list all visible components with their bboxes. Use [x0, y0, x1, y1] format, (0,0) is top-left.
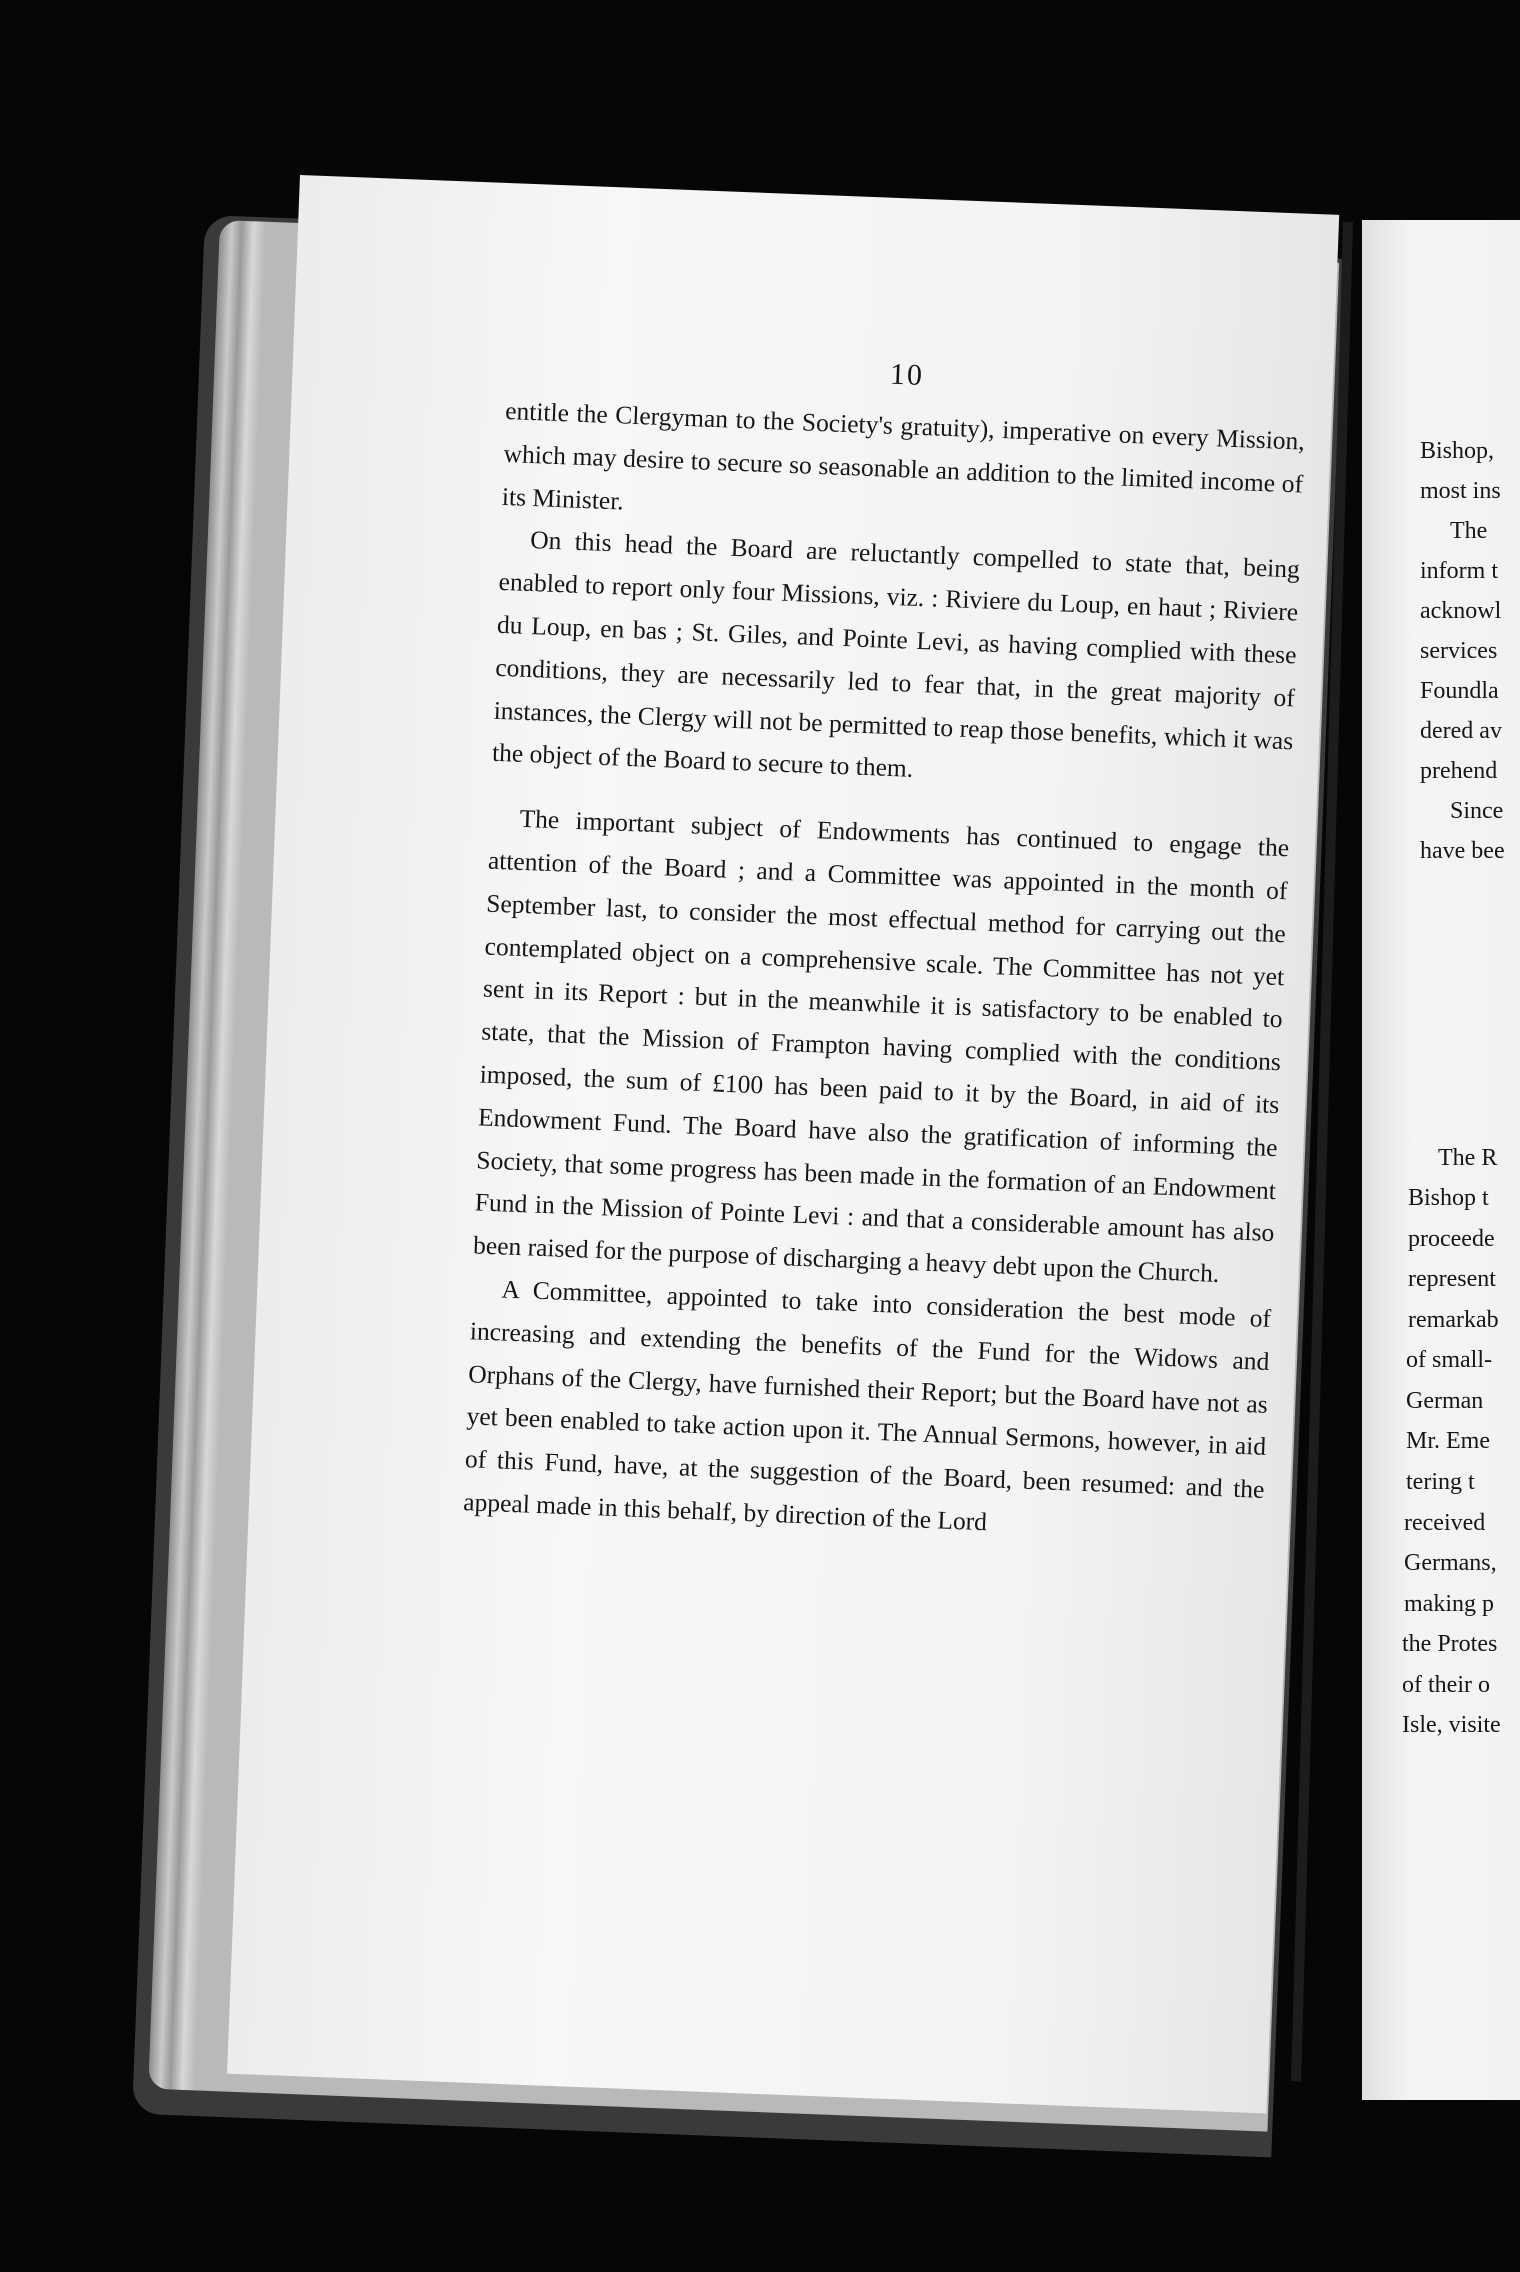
paragraph-3: The important subject of Endowments has continued to engage the attention of the Board ; and a Committee was appointed in the month of September last, to consider the most effectual method for carrying out the contemplated object on a comprehensive scale. The Committee has not yet sent in its Report : but in the meanwhile it is satisfactory to be enabled to state, that the Mission of Frampton having complied with the conditions imposed, the sum of £100 has been paid to it by the Board, in aid of its Endowment Fund. The Board have also the gratification of informing the Society, that some progress has been made in the formation of an Endowment Fund in the Mission of Pointe Levi : and that a considerable amount has also been raised for the purpose of discharging a heavy debt upon the Church.	[472, 803, 1290, 1289]
facing-line: Mr. Eme	[1406, 1428, 1490, 1454]
facing-line: Foundla	[1420, 678, 1499, 704]
page-number: 10	[889, 357, 925, 392]
facing-line: remarkab	[1408, 1307, 1499, 1333]
paragraph-2: On this head the Board are reluctantly compelled to state that, being enabled to report only four Missions, viz. : Riviere du Loup, en haut ; Riviere du Loup, en bas ; St. Giles, and Pointe Levi, as having complied with these conditions, they are necessarily led to fear that, in the great majority of instances, the Clergy will not be permitted to reap those benefits, which it was the object of the Board to secure to them.	[491, 525, 1301, 784]
facing-line: inform t	[1420, 558, 1498, 584]
facing-line: most ins	[1420, 478, 1501, 504]
facing-line: tering t	[1406, 1469, 1475, 1495]
facing-line: making p	[1404, 1591, 1494, 1617]
left-page-text	[463, 340, 1308, 1555]
facing-line: Bishop t	[1408, 1185, 1489, 1211]
facing-line: of their o	[1402, 1672, 1490, 1698]
facing-line: Since	[1450, 798, 1504, 824]
facing-line: The	[1450, 518, 1488, 544]
facing-line: services	[1420, 638, 1498, 664]
facing-line: represent	[1408, 1266, 1496, 1292]
facing-line: Isle, visite	[1402, 1712, 1501, 1738]
paragraph-4: A Committee, appointed to take into consideration the best mode of increasing and extending the benefits of the Fund for the Widows and Orphans of the Clergy, have furnished their Report; but the Board have not as yet been enabled to take action upon it. The Annual Sermons, however, in aid of this Fund, have, at the suggestion of the Board, been resumed: and the appeal made in this behalf, by direction of the Lord	[462, 1274, 1272, 1537]
facing-line: German	[1406, 1388, 1484, 1414]
facing-line: dered av	[1420, 718, 1502, 744]
facing-line: acknowl	[1420, 598, 1502, 624]
facing-line: The R	[1438, 1145, 1498, 1171]
facing-line: Germans,	[1404, 1550, 1497, 1576]
facing-line: of small-	[1406, 1347, 1492, 1373]
facing-line: prehend	[1420, 758, 1498, 784]
facing-line: have bee	[1420, 838, 1505, 864]
paragraph-1: entitle the Clergyman to the Society's gratuity), imperative on every Mission, which may desire to secure so seasonable an addition to the limited income of its Minister.	[501, 395, 1306, 516]
facing-line: Bishop,	[1420, 438, 1495, 464]
facing-line: received	[1404, 1510, 1486, 1536]
facing-line: proceede	[1408, 1226, 1495, 1252]
facing-line: the Protes	[1402, 1631, 1498, 1657]
